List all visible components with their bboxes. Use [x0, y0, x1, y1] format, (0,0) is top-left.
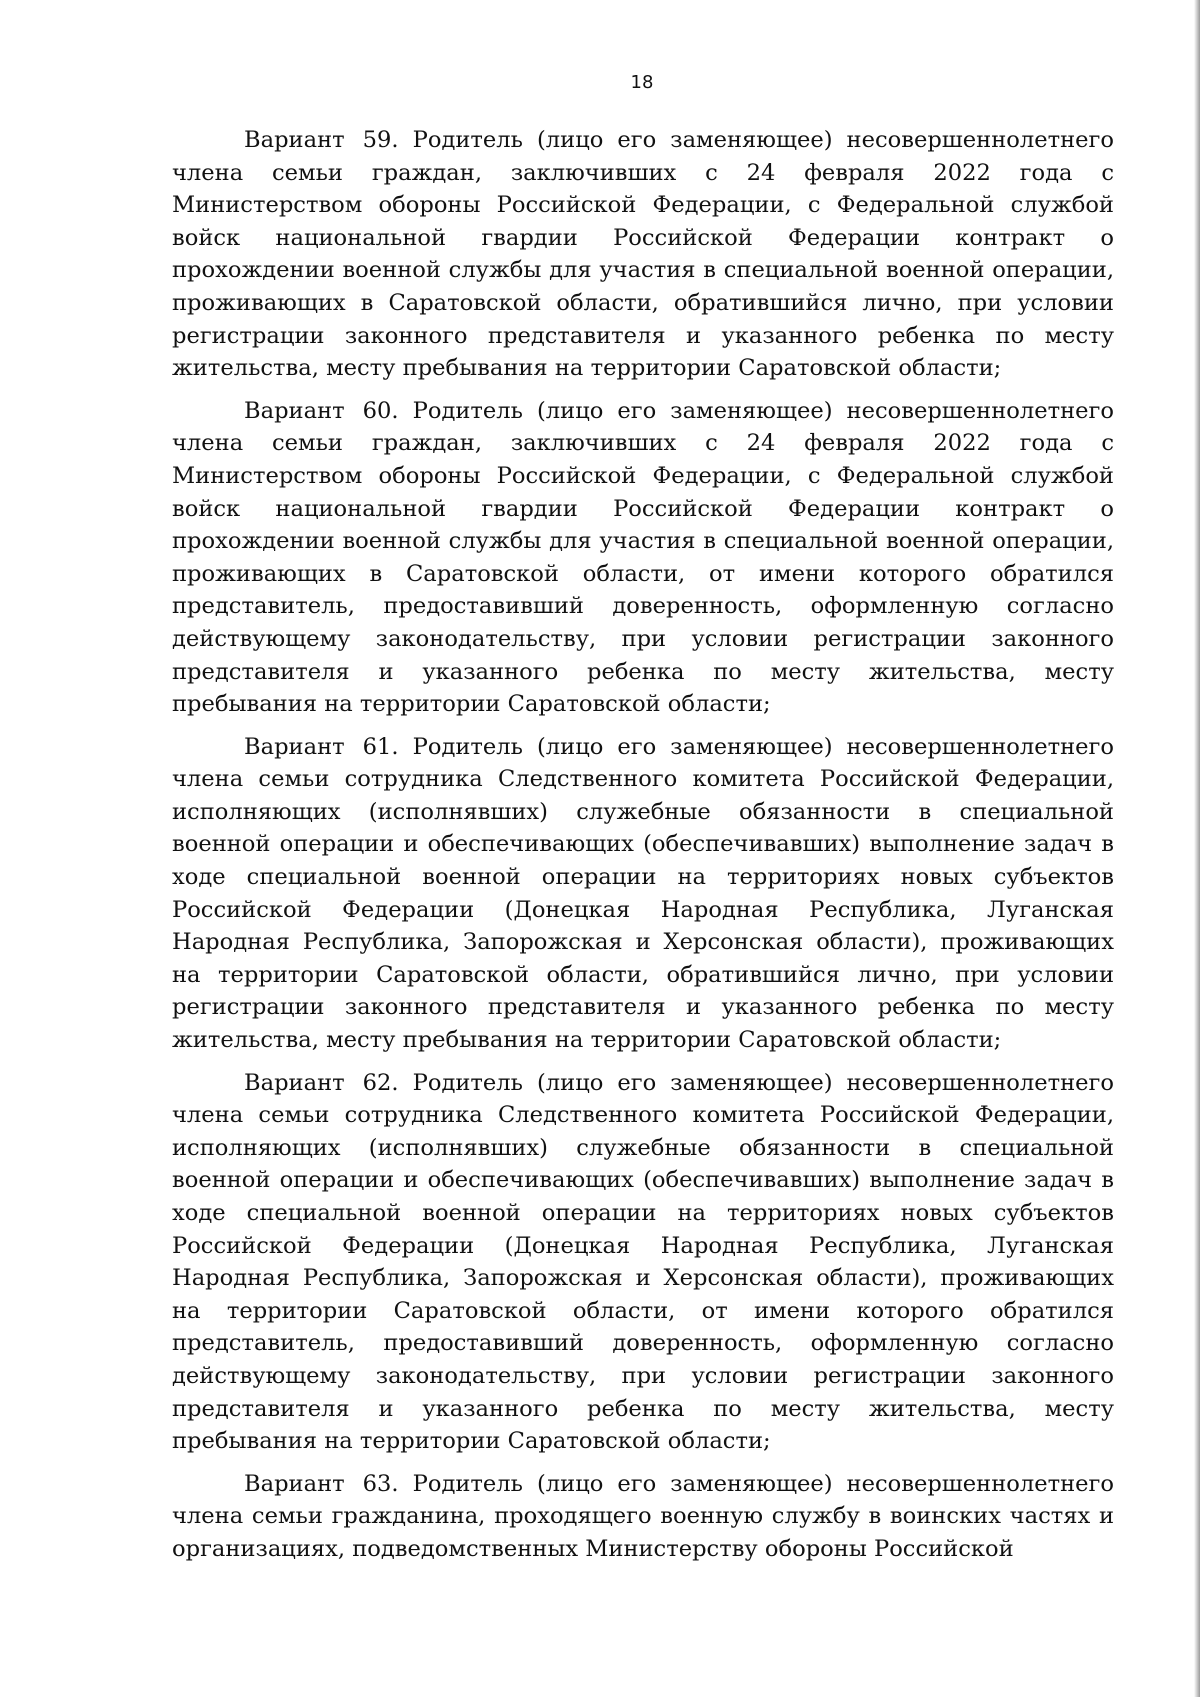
paragraph-variant-59	[172, 124, 1114, 385]
page-number: 18	[630, 72, 654, 93]
variant-label: Вариант 61.	[244, 733, 399, 760]
variant-label: Вариант 59.	[244, 127, 399, 153]
variant-text: Родитель (лицо его заменяющее) несовершеннолетнего члена семьи сотрудника Следственного комитета Российской Федерации, исполняющих (исполнявших) служебные обязанности в специальной военной операции и обеспечивающих (обеспечивавших) выполнение задач в ходе специальной военной операции на территориях новых субъектов Российской Федерации (Донецкая Народная Республика, Луганская Народная Республика, Запорожская и Херсонская области), проживающих на территории Саратовской области, обратившийся лично, при условии регистрации законного представителя и указанного ребенка по месту жительства, месту пребывания на территории Саратовской области;	[172, 733, 1114, 1054]
page-edge-shadow	[1194, 0, 1200, 1697]
variant-text: Родитель (лицо его заменяющее) несовершеннолетнего члена семьи сотрудника Следственного комитета Российской Федерации, исполняющих (исполнявших) служебные обязанности в специальной военной операции и обеспечивающих (обеспечивавших) выполнение задач в ходе специальной военной операции на территориях новых субъектов Российской Федерации (Донецкая Народная Республика, Луганская Народная Республика, Запорожская и Херсонская области), проживающих на территории Саратовской области, от имени которого обратился представитель, предоставивший доверенность, оформленную согласно действующему законодательству, при условии регистрации законного представителя и указанного ребенка по месту жительства, месту пребывания на территории Саратовской области;	[172, 1069, 1114, 1455]
variant-label: Вариант 62.	[244, 1069, 399, 1096]
document-body	[172, 124, 1114, 1576]
variant-text: Родитель (лицо его заменяющее) несовершеннолетнего члена семьи гражданина, проходящего военную службу в воинских частях и организациях, подведомственных Министерству обороны Российской	[172, 1470, 1114, 1562]
variant-text: Родитель (лицо его заменяющее) несовершеннолетнего члена семьи граждан, заключивших с 24 февраля 2022 года с Министерством обороны Российской Федерации, с Федеральной службой войск национальной гвардии Российской Федерации контракт о прохождении военной службы для участия в специальной военной операции, проживающих в Саратовской области, обратившийся лично, при условии регистрации законного представителя и указанного ребенка по месту жительства, месту пребывания на территории Саратовской области;	[172, 127, 1114, 382]
variant-label: Вариант 63.	[244, 1470, 399, 1497]
paragraph-variant-61	[172, 731, 1114, 1057]
variant-text: Родитель (лицо его заменяющее) несовершеннолетнего члена семьи граждан, заключивших с 24 февраля 2022 года с Министерством обороны Российской Федерации, с Федеральной службой войск национальной гвардии Российской Федерации контракт о прохождении военной службы для участия в специальной военной операции, проживающих в Саратовской области, от имени которого обратился представитель, предоставивший доверенность, оформленную согласно действующему законодательству, при условии регистрации законного представителя и указанного ребенка по месту жительства, месту пребывания на территории Саратовской области;	[172, 397, 1114, 718]
paragraph-variant-63	[172, 1468, 1114, 1566]
paragraph-variant-60	[172, 395, 1114, 721]
paragraph-variant-62	[172, 1067, 1114, 1458]
variant-label: Вариант 60.	[244, 397, 399, 424]
